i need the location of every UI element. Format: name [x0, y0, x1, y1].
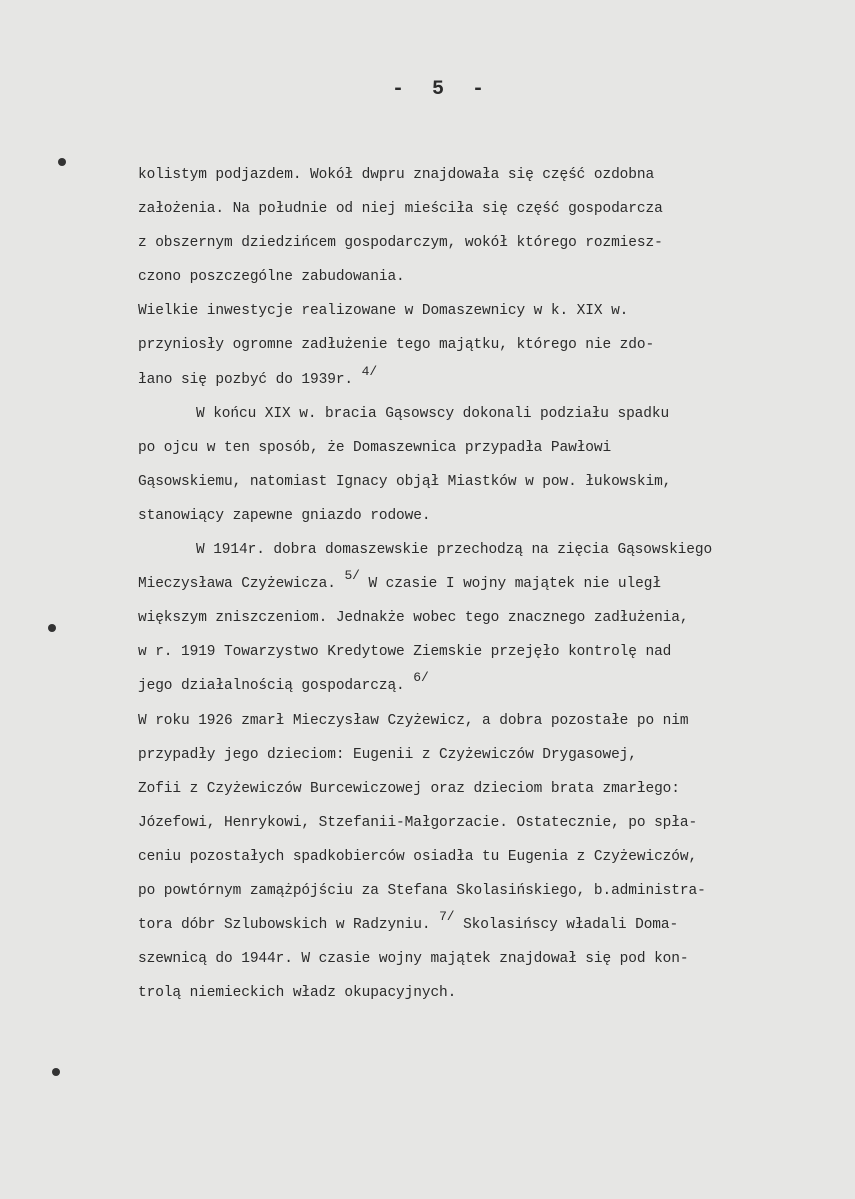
line-text: stanowiący zapewne gniazdo rodowe.: [138, 507, 431, 524]
line-text: szewnicą do 1944r. W czasie wojny majątek znajdował się pod kon-: [138, 951, 689, 968]
footnote-ref: 4/: [361, 363, 378, 379]
line-text: Józefowi, Henrykowi, Stzefanii-Małgorzacie. Ostatecznie, po spła-: [138, 814, 698, 831]
footnote-ref: 5/: [344, 568, 360, 584]
text-line: [138, 806, 838, 840]
text-line: [138, 363, 838, 397]
line-text: z obszernym dziedzińcem gospodarczym, wokół którego rozmiesz-: [138, 235, 663, 252]
text-line: [138, 158, 838, 192]
line-text: trolą niemieckich władz okupacyjnych.: [138, 985, 457, 1002]
line-text: Mieczysława Czyżewicza.: [138, 576, 336, 593]
text-line: [138, 908, 838, 942]
line-text: przypadły jego dzieciom: Eugenii z Czyżewiczów Drygasowej,: [138, 746, 637, 763]
text-line: [138, 840, 838, 874]
line-text: Zofii z Czyżewiczów Burcewiczowej oraz dzieciom brata zmarłego:: [138, 780, 680, 797]
line-text-continued: W czasie I wojny majątek nie uległ: [368, 576, 661, 593]
line-text: W końcu XIX w. bracia Gąsowscy dokonali podziału spadku: [196, 405, 670, 422]
text-line: [138, 567, 838, 601]
text-line: [138, 874, 838, 908]
text-line: [138, 772, 838, 806]
text-line: [138, 635, 838, 669]
line-text: W roku 1926 zmarł Mieczysław Czyżewicz, a dobra pozostałe po nim: [138, 712, 689, 729]
text-line: [138, 294, 838, 328]
punch-hole-mark-middle: [48, 624, 56, 632]
line-text: założenia. Na południe od niej mieściła się część gospodarcza: [138, 201, 663, 218]
text-line: [138, 192, 838, 226]
text-line: [138, 601, 838, 635]
line-text: W 1914r. dobra domaszewskie przechodzą na zięcia Gąsowskiego: [196, 542, 713, 559]
line-text: po ojcu w ten sposób, że Domaszewnica przypadła Pawłowi: [138, 439, 612, 456]
line-text: kolistym podjazdem. Wokół dwpru znajdowała się część ozdobna: [138, 167, 655, 183]
text-line: [138, 704, 838, 738]
text-line: [138, 499, 838, 533]
text-line: [138, 738, 838, 772]
line-text: łano się pozbyć do 1939r.: [138, 371, 354, 388]
text-line: [138, 533, 838, 567]
text-line: [138, 465, 838, 499]
body-text: [138, 158, 838, 1010]
punch-hole-mark-bottom: [52, 1068, 60, 1076]
line-text: w r. 1919 Towarzystwo Kredytowe Ziemskie przejęło kontrolę nad: [138, 644, 672, 661]
footnote-ref: 7/: [439, 909, 455, 925]
line-text: tora dóbr Szlubowskich w Radzyniu.: [138, 917, 431, 934]
footnote-ref: 6/: [413, 670, 429, 686]
text-line: [138, 669, 838, 703]
line-text: Gąsowskiemu, natomiast Ignacy objął Miastków w pow. łukowskim,: [138, 473, 672, 490]
line-text: Wielkie inwestycje realizowane w Domaszewnicy w k. XIX w.: [138, 303, 629, 320]
text-line: [138, 431, 838, 465]
line-text: jego działalnością gospodarczą.: [138, 678, 405, 695]
text-line: [138, 226, 838, 260]
line-text: po powtórnym zamążpójściu za Stefana Skolasińskiego, b.administra-: [138, 882, 706, 899]
text-line: [138, 328, 838, 362]
text-line: [138, 397, 838, 431]
text-line: [138, 260, 838, 294]
text-line: [138, 976, 838, 1010]
line-text: większym zniszczeniom. Jednakże wobec tego znacznego zadłużenia,: [138, 610, 689, 627]
line-text: ceniu pozostałych spadkobierców osiadła tu Eugenia z Czyżewiczów,: [138, 848, 698, 865]
punch-hole-mark-top: [58, 158, 66, 166]
text-line: [138, 942, 838, 976]
line-text: przyniosły ogromne zadłużenie tego majątku, którego nie zdo-: [138, 337, 655, 354]
line-text-continued: Skolasińscy władali Doma-: [463, 917, 679, 934]
line-text: czono poszczególne zabudowania.: [138, 269, 405, 286]
page-number: - 5 -: [392, 78, 493, 101]
